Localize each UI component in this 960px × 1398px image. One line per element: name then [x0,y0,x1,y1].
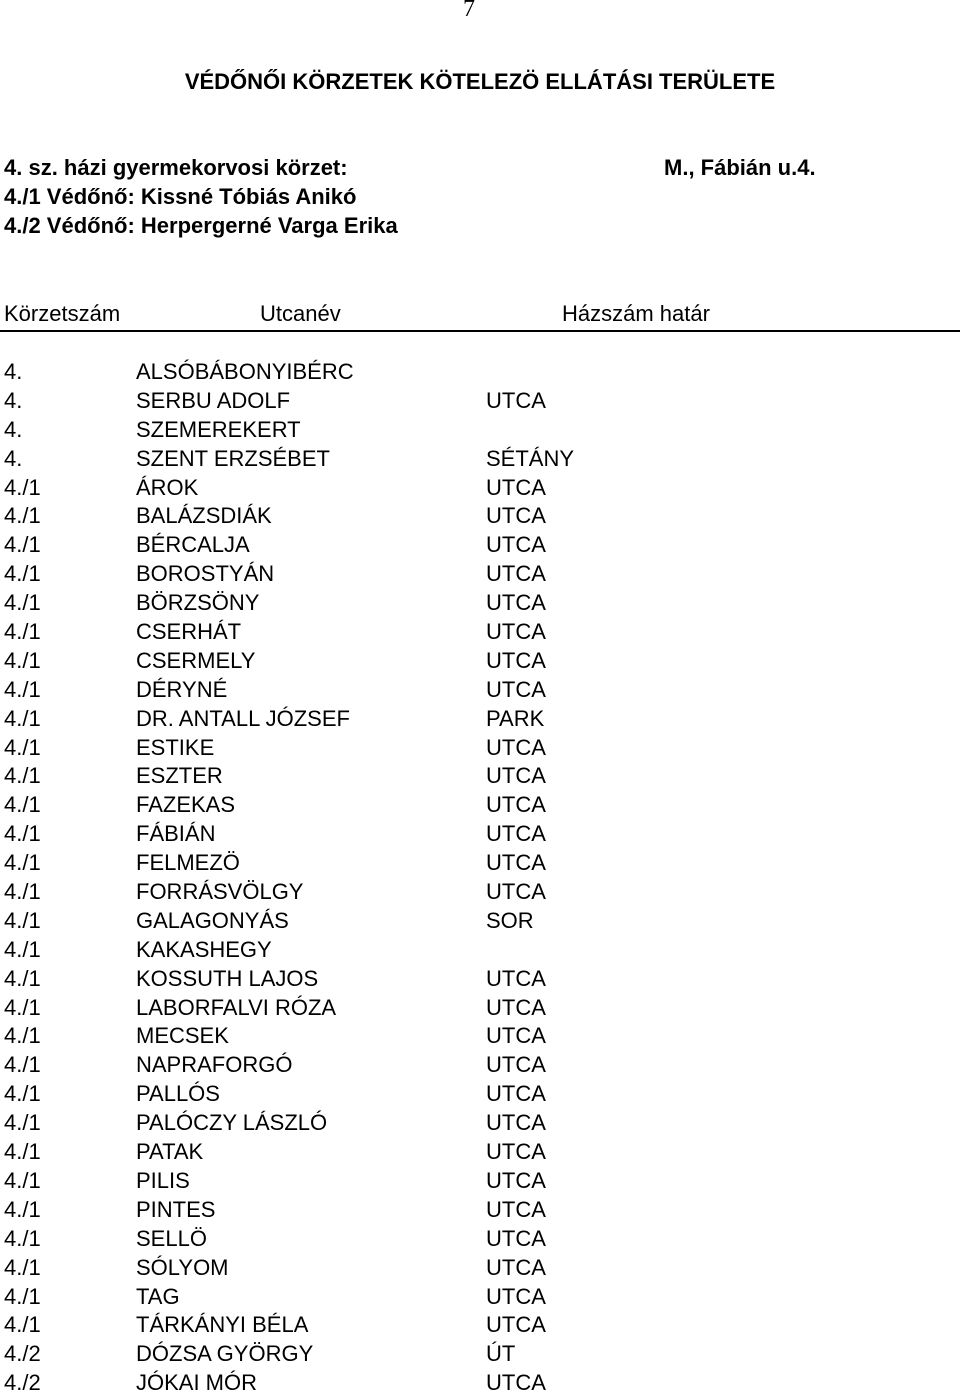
street-type-cell: UTCA [486,561,546,587]
table-row [0,820,960,849]
table-row [0,1022,960,1051]
street-type-cell: UTCA [486,647,546,673]
street-name-cell: KOSSUTH LAJOS [136,965,319,991]
street-type-cell: UTCA [486,1023,546,1049]
street-name-cell: CSERHÁT [136,619,242,645]
street-name-cell: JÓKAI MÓR [136,1370,258,1396]
nurse-1-line: 4./1 Védőnő: Kissné Tóbiás Anikó [4,184,357,209]
street-name-cell: PINTES [136,1196,216,1222]
street-type-cell: UTCA [486,1052,546,1078]
street-type-cell: SOR [486,907,534,933]
table-row [0,907,960,936]
street-name-cell: SERBU ADOLF [136,387,291,413]
street-name-cell: FAZEKAS [136,792,236,818]
district-number-cell: 4./1 [4,705,41,731]
district-number-cell: 4. [4,445,23,471]
district-number-cell: 4./1 [4,792,41,818]
street-name-cell: SELLÖ [136,1225,207,1251]
table-row [0,445,960,474]
district-number-cell: 4./1 [4,1196,41,1222]
street-table [0,358,960,1398]
district-number-cell: 4./1 [4,850,41,876]
street-name-cell: KAKASHEGY [136,936,272,962]
street-type-cell: UTCA [486,1081,546,1107]
table-row [0,1167,960,1196]
street-type-cell: UTCA [486,734,546,760]
district-number-cell: 4./1 [4,1023,41,1049]
street-name-cell: PILIS [136,1167,190,1193]
district-number-cell: 4./1 [4,1225,41,1251]
table-row [0,358,960,387]
street-type-cell: UTCA [486,474,546,500]
street-name-cell: DÓZSA GYÖRGY [136,1341,314,1367]
street-name-cell: PATAK [136,1139,204,1165]
header-district-number: Körzetszám [4,301,121,326]
street-name-cell: SZEMEREKERT [136,416,301,442]
district-number-cell: 4./1 [4,907,41,933]
district-line: 4. sz. házi gyermekorvosi körzet: [4,155,348,180]
table-row [0,531,960,560]
street-type-cell: UTCA [486,676,546,702]
street-name-cell: ALSÓBÁBONYIBÉRC [136,359,354,384]
district-address: M., Fábián u.4. [664,155,816,180]
table-row [0,994,960,1023]
street-type-cell: UTCA [486,850,546,876]
street-type-cell: UTCA [486,879,546,905]
table-row [0,1109,960,1138]
street-type-cell: UTCA [486,590,546,616]
district-number-cell: 4./1 [4,503,41,529]
district-number-cell: 4./1 [4,936,41,962]
street-type-cell: UTCA [486,1283,546,1309]
district-number-cell: 4./1 [4,1254,41,1280]
street-type-cell: UTCA [486,1225,546,1251]
nurse-2-line: 4./2 Védőnő: Herpergerné Varga Erika [4,213,398,238]
street-name-cell: TAG [136,1283,180,1309]
table-row [0,1254,960,1283]
district-number-cell: 4./1 [4,532,41,558]
district-number-cell: 4./1 [4,561,41,587]
street-type-cell: UTCA [486,1370,546,1396]
street-type-cell: UTCA [486,619,546,645]
street-type-cell: UTCA [486,503,546,529]
table-row [0,416,960,445]
table-row [0,387,960,416]
page-title: VÉDŐNŐI KÖRZETEK KÖTELEZÖ ELLÁTÁSI TERÜLETE [184,69,776,94]
street-type-cell: UTCA [486,965,546,991]
table-row [0,1138,960,1167]
street-type-cell: UTCA [486,1254,546,1280]
street-name-cell: ESTIKE [136,734,215,760]
street-type-cell: UTCA [486,1167,546,1193]
district-number-cell: 4./1 [4,734,41,760]
street-name-cell: BOROSTYÁN [136,561,275,587]
street-name-cell: BÉRCALJA [136,532,250,558]
district-number-cell: 4./1 [4,647,41,673]
street-type-cell: UTCA [486,1312,546,1338]
table-row [0,705,960,734]
table-row [0,936,960,965]
table-row [0,647,960,676]
page-number: 7 [463,0,475,22]
table-row [0,589,960,618]
street-type-cell: UTCA [486,1196,546,1222]
street-name-cell: MECSEK [136,1023,229,1049]
table-row [0,618,960,647]
district-number-cell: 4./1 [4,763,41,789]
district-number-cell: 4./1 [4,590,41,616]
street-type-cell: UTCA [486,387,546,413]
table-row [0,502,960,531]
street-name-cell: BÖRZSÖNY [136,590,260,616]
district-number-cell: 4./1 [4,619,41,645]
district-number-cell: 4./1 [4,1283,41,1309]
district-number-cell: 4. [4,416,23,442]
district-number-cell: 4./2 [4,1370,41,1396]
street-name-cell: PALLÓS [136,1081,220,1107]
district-number-cell: 4./1 [4,474,41,500]
district-number-cell: 4./1 [4,965,41,991]
street-type-cell: UTCA [486,994,546,1020]
street-name-cell: FORRÁSVÖLGY [136,879,304,905]
table-row [0,1225,960,1254]
street-name-cell: TÁRKÁNYI BÉLA [136,1312,309,1338]
table-row [0,791,960,820]
district-number-cell: 4./1 [4,1167,41,1193]
table-row [0,1340,960,1369]
street-type-cell: UTCA [486,821,546,847]
street-name-cell: GALAGONYÁS [136,907,289,933]
district-number-cell: 4./1 [4,821,41,847]
district-number-cell: 4./1 [4,1052,41,1078]
district-number-cell: 4./1 [4,676,41,702]
street-name-cell: DR. ANTALL JÓZSEF [136,705,350,731]
street-type-cell: UTCA [486,792,546,818]
table-row [0,849,960,878]
street-type-cell: UTCA [486,763,546,789]
street-name-cell: BALÁZSDIÁK [136,503,272,529]
table-row [0,676,960,705]
table-row [0,878,960,907]
district-number-cell: 4./2 [4,1341,41,1367]
street-name-cell: SÓLYOM [136,1254,229,1280]
street-name-cell: ÁROK [136,474,199,500]
street-type-cell: SÉTÁNY [486,445,575,471]
table-row [0,734,960,763]
header-house-number-range: Házszám határ [562,301,710,326]
street-type-cell: UTCA [486,532,546,558]
street-name-cell: CSERMELY [136,647,256,673]
street-type-cell: UTCA [486,1110,546,1136]
street-type-cell: PARK [486,705,545,731]
table-row [0,965,960,994]
street-name-cell: FÁBIÁN [136,821,216,847]
street-name-cell: ESZTER [136,763,223,789]
district-number-cell: 4./1 [4,1110,41,1136]
district-number-cell: 4. [4,359,23,384]
district-number-cell: 4. [4,387,23,413]
table-row [0,560,960,589]
street-name-cell: PALÓCZY LÁSZLÓ [136,1110,328,1136]
street-name-cell: LABORFALVI RÓZA [136,994,337,1020]
street-name-cell: DÉRYNÉ [136,676,228,702]
street-name-cell: NAPRAFORGÓ [136,1052,293,1078]
table-row [0,1283,960,1312]
table-row [0,1051,960,1080]
table-row [0,1196,960,1225]
street-name-cell: SZENT ERZSÉBET [136,445,330,471]
district-number-cell: 4./1 [4,994,41,1020]
header-street-name: Utcanév [260,301,341,326]
street-type-cell: UTCA [486,1139,546,1165]
district-number-cell: 4./1 [4,1139,41,1165]
district-number-cell: 4./1 [4,879,41,905]
table-row [0,1080,960,1109]
district-number-cell: 4./1 [4,1312,41,1338]
table-row [0,762,960,791]
header-rule [0,330,960,332]
street-name-cell: FELMEZÖ [136,850,240,876]
street-type-cell: ÚT [486,1341,516,1367]
table-row [0,1311,960,1340]
district-number-cell: 4./1 [4,1081,41,1107]
table-row [0,474,960,503]
